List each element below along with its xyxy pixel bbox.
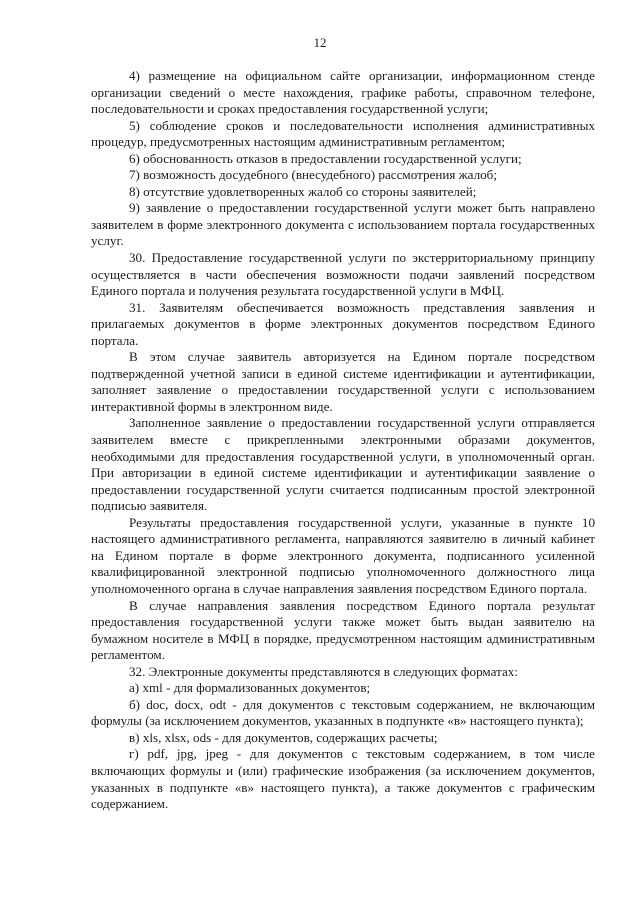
paragraph-submission: Заполненное заявление о предоставлении государственной услуги отправляется заявителем вместе с прикрепленными электронными образами документов, необходимыми для предоставления государственной услуги, в уполномоченный орган. При авторизации в единой системе идентификации и аутентификации заявление о предоставлении государственной услуги считается подписанным простой электронной подписью заявителя. xyxy=(91,415,595,514)
paragraph-format-v: в) xls, xlsx, ods - для документов, содержащих расчеты; xyxy=(129,729,438,745)
paragraph-section-32: 32. Электронные документы представляются в следующих форматах: xyxy=(129,663,518,679)
paragraph-item-5: 5) соблюдение сроков и последовательности исполнения административных процедур, предусмотренных настоящим административным регламентом; xyxy=(91,117,595,150)
paragraph-authorization: В этом случае заявитель авторизуется на Едином портале посредством подтвержденной учетной записи в единой системе идентификации и аутентификации, заполняет заявление о предоставлении государственной услуги с использованием интерактивной формы в электронном виде. xyxy=(91,349,595,414)
paragraph-format-b: б) doc, docx, odt - для документов с текстовым содержанием, не включающим формулы (за исключением документов, указанных в подпункте «в» настоящего пункта); xyxy=(91,696,595,729)
document-body xyxy=(91,68,595,813)
paragraph-format-g: г) pdf, jpg, jpeg - для документов с текстовым содержанием, в том числе включающих формулы и (или) графические изображения (за исключением документов, указанных в подпункте «в» настоящего пункта), а также документов с графическим содержанием. xyxy=(91,746,595,812)
paragraph-item-8: 8) отсутствие удовлетворенных жалоб со стороны заявителей; xyxy=(129,183,477,199)
page-number: 12 xyxy=(313,36,327,50)
paragraph-section-30: 30. Предоставление государственной услуги по экстерриториальному принципу осуществляется в части обеспечения возможности подачи заявлений посредством Единого портала и получения результата государственной услуги в МФЦ. xyxy=(91,250,595,299)
paragraph-format-a: а) xml - для формализованных документов; xyxy=(129,680,371,696)
paragraph-item-4: 4) размещение на официальном сайте организации, информационном стенде организации сведений о месте нахождения, графике работы, справочном телефоне, последовательности и сроках предоставления государственной услуги; xyxy=(91,68,595,117)
paragraph-results: Результаты предоставления государственной услуги, указанные в пункте 10 настоящего административного регламента, направляются заявителю в личный кабинет на Едином портале в форме электронного документа, подписанного усиленной квалифицированной электронной подписью уполномоченного должностного лица уполномоченного органа в случае направления заявления посредством Единого портала. xyxy=(91,514,595,596)
paragraph-item-9: 9) заявление о предоставлении государственной услуги может быть направлено заявителем в форме электронного документа с использованием портала государственных услуг. xyxy=(91,200,595,249)
paragraph-item-6: 6) обоснованность отказов в предоставлении государственной услуги; xyxy=(129,150,522,166)
paragraph-section-31: 31. Заявителям обеспечивается возможность представления заявления и прилагаемых документов в форме электронных документов посредством Единого портала. xyxy=(91,299,595,348)
paragraph-paper-result: В случае направления заявления посредством Единого портала результат предоставления государственной услуги также может быть выдан заявителю на бумажном носителе в МФЦ в порядке, предусмотренном настоящим административным регламентом. xyxy=(91,597,595,663)
paragraph-item-7: 7) возможность досудебного (внесудебного) рассмотрения жалоб; xyxy=(129,167,497,183)
